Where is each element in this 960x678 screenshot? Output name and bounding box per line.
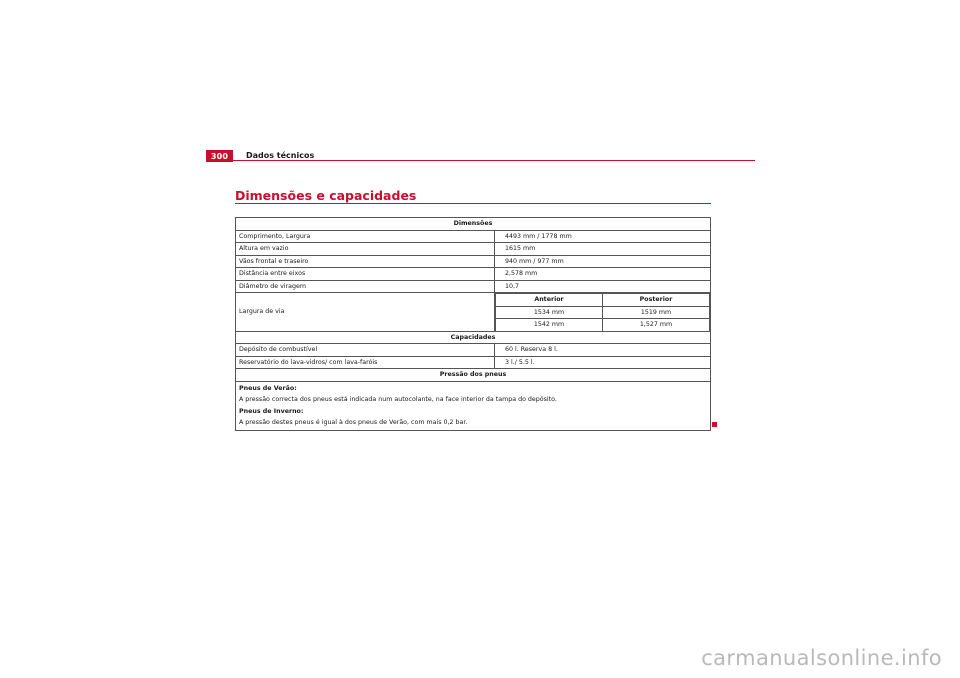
table-row: [236, 356, 711, 369]
table-row: [236, 280, 711, 293]
track-front-value: 1534 mm: [496, 306, 603, 319]
row-label: Comprimento, Largura: [236, 230, 495, 243]
page-number: 300: [206, 150, 233, 162]
capacities-header: Capacidades: [236, 331, 711, 344]
track-row: [496, 306, 710, 319]
table-row: [236, 344, 711, 357]
table-row: [236, 218, 711, 231]
track-rear-value: 1,527 mm: [603, 319, 710, 331]
row-value: 1615 mm: [495, 243, 711, 256]
table-row: [236, 293, 711, 332]
table-row: [236, 230, 711, 243]
winter-tyres-text: A pressão destes pneus é igual à dos pneus de Verão, com mais 0,2 bar.: [239, 419, 468, 426]
tyre-notes: [236, 381, 711, 430]
pressure-header: Pressão dos pneus: [236, 369, 711, 382]
table-row: [236, 331, 711, 344]
track-header-row: [496, 294, 710, 307]
row-label: Vãos frontal e traseiro: [236, 255, 495, 268]
row-label: Diâmetro de viragem: [236, 280, 495, 293]
row-label: Reservatório do lava-vidros/ com lava-faróis: [236, 356, 495, 369]
track-front-header: Anterior: [496, 294, 603, 307]
title-rule: [235, 203, 711, 204]
row-value: 3 l./ 5.5 l.: [495, 356, 711, 369]
section-end-mark: [712, 422, 717, 427]
row-value: 10,7: [495, 280, 711, 293]
track-row: [496, 319, 710, 331]
table-row: [236, 381, 711, 430]
row-value: 4493 mm / 1778 mm: [495, 230, 711, 243]
table-row: [236, 243, 711, 256]
specs-table: [235, 217, 711, 431]
track-table: [495, 293, 710, 331]
row-value: 2,578 mm: [495, 268, 711, 281]
summer-tyres-heading: Pneus de Verão:: [239, 384, 297, 392]
winter-tyres-heading: Pneus de Inverno:: [239, 407, 304, 415]
header-rule: [206, 160, 755, 161]
row-value: 60 l. Reserva 8 l.: [495, 344, 711, 357]
row-label: Altura em vazio: [236, 243, 495, 256]
table-row: [236, 255, 711, 268]
table-row: [236, 268, 711, 281]
table-row: [236, 369, 711, 382]
track-front-value: 1542 mm: [496, 319, 603, 331]
track-rear-value: 1519 mm: [603, 306, 710, 319]
section-title: Dimensões e capacidades: [235, 188, 417, 203]
row-label: Distância entre eixos: [236, 268, 495, 281]
row-label: Depósito de combustível: [236, 344, 495, 357]
summer-tyres-text: A pressão correcta dos pneus está indicada num autocolante, na face interior da tampa do depósito.: [239, 396, 557, 403]
running-head: Dados técnicos: [246, 151, 315, 160]
dimensions-header: Dimensões: [236, 218, 711, 231]
track-label: Largura de via: [236, 293, 495, 332]
track-rear-header: Posterior: [603, 294, 710, 307]
watermark: carmanualsonline.info: [701, 646, 942, 670]
track-cell: [495, 293, 711, 332]
row-value: 940 mm / 977 mm: [495, 255, 711, 268]
